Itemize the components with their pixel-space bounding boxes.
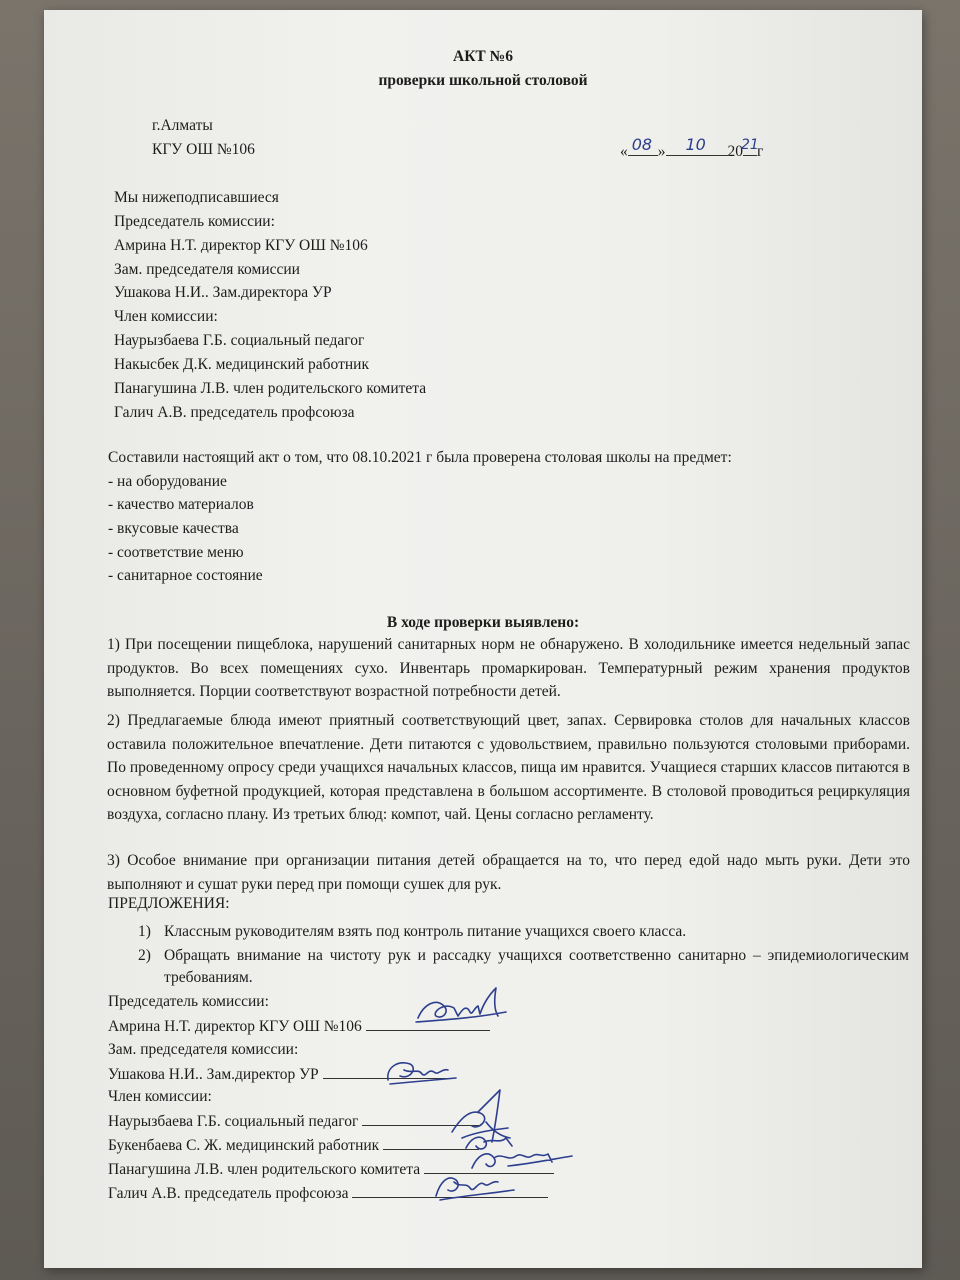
proposal-text-1: Классным руководителям взять под контроль питание учащихся своего класса. (164, 923, 687, 940)
signature-deputy (382, 1050, 462, 1090)
inspection-item-4: - соответствие меню (108, 544, 244, 561)
sign-members-label: Член комиссии: (108, 1088, 212, 1105)
date-day-field (628, 135, 658, 156)
document-date (620, 135, 764, 162)
inspection-item-1: - на оборудование (108, 473, 227, 490)
finding-paragraph-1: 1) При посещении пищеблока, нарушений санитарных норм не обнаружено. В холодильнике имеется недельный запас продуктов. Во всех помещениях сухо. Инвентарь промаркирован. Температурный режим хранения продуктов выполняется. Порции соответствуют возрастной потребности детей. (107, 636, 910, 700)
sign-member2-row (108, 1135, 479, 1156)
commission-line-6: Член комиссии: (114, 308, 218, 325)
findings-heading: В ходе проверки выявлено: (386, 614, 580, 631)
proposal-text-2: Обращать внимание на чистоту рук и рассадку учащихся соответственно санитарно – эпидемиологическим требованиям. (164, 947, 909, 986)
signature-member4 (430, 1168, 520, 1204)
sign-member1-name: Наурызбаева Г.Б. социальный педагог (108, 1113, 359, 1130)
finding-paragraph-2: 2) Предлагаемые блюда имеют приятный соответствующий цвет, запах. Сервировка столов для начальных классов оставила положительное впечатление. Дети питаются с удовольствием, правильно пользуются столовыми приборами. По проведенному опросу среди учащихся начальных классов, пища им нравится. Учащиеся старших классов питаются в основном буфетной продукцией, которая представлена в большом ассортименте. В столовой проводиться рециркуляция воздуха, согласно плану. Из третьих блюд: компот, чай. Цены согласно регламенту. (107, 712, 910, 823)
inspection-intro: Составили настоящий акт о том, что 08.10.2021 г была проверена столовая школы на предмет: (108, 449, 732, 466)
commission-line-1: Мы нижеподписавшиеся (114, 189, 279, 206)
proposals-heading: ПРЕДЛОЖЕНИЯ: (108, 895, 230, 912)
commission-line-3: Амрина Н.Т. директор КГУ ОШ №106 (114, 237, 368, 254)
commission-line-10: Галич А.В. председатель профсоюза (114, 404, 355, 421)
school-name: КГУ ОШ №106 (152, 141, 255, 158)
sign-deputy-name: Ушакова Н.И.. Зам.директор УР (108, 1066, 319, 1083)
date-year-field (741, 137, 759, 156)
document-page (44, 10, 922, 1268)
proposal-number-1: 1) (138, 923, 151, 940)
date-open-quote: « (620, 143, 628, 160)
date-year-prefix: 20 (727, 143, 743, 160)
city: г.Алматы (152, 117, 213, 134)
date-year-handwritten: 21 (741, 137, 759, 153)
proposal-number-2: 2) (138, 947, 151, 964)
inspection-item-2: - качество материалов (108, 496, 254, 513)
date-close-quote: » (657, 143, 666, 160)
inspection-item-3: - вкусовые качества (108, 520, 239, 537)
commission-line-5: Ушакова Н.И.. Зам.директора УР (114, 284, 332, 301)
commission-line-4: Зам. председателя комиссии (114, 261, 300, 278)
document-title: АКТ №6 (453, 48, 513, 65)
sign-chair-label: Председатель комиссии: (108, 993, 269, 1010)
sign-chair-name: Амрина Н.Т. директор КГУ ОШ №106 (108, 1018, 362, 1035)
commission-line-7: Наурызбаева Г.Б. социальный педагог (114, 332, 365, 349)
inspection-item-5: - санитарное состояние (108, 567, 263, 584)
sign-member1-row (108, 1111, 480, 1132)
date-month-handwritten: 10 (685, 135, 706, 154)
signature-chair (414, 982, 514, 1032)
sign-member3-name: Панагушина Л.В. член родительского комитета (108, 1161, 421, 1178)
sign-deputy-label: Зам. председателя комиссии: (108, 1041, 299, 1058)
finding-paragraph-3: 3) Особое внимание при организации питания детей обращается на то, что перед едой надо мыть руки. Дети это выполняют и сушат руки перед при помощи сушек для рук. (107, 852, 910, 893)
commission-line-2: Председатель комиссии: (114, 213, 275, 230)
sign-member2-name: Букенбаева С. Ж. медицинский работник (108, 1137, 380, 1154)
date-month-field (666, 135, 728, 156)
date-year-unit: г (757, 143, 764, 160)
commission-line-8: Накысбек Д.К. медицинский работник (114, 356, 369, 373)
commission-line-9: Панагушина Л.В. член родительского комитета (114, 380, 427, 397)
date-day-handwritten: 08 (631, 135, 653, 154)
document-subtitle: проверки школьной столовой (378, 72, 588, 89)
sign-member4-name: Галич А.В. председатель профсоюза (108, 1185, 349, 1202)
